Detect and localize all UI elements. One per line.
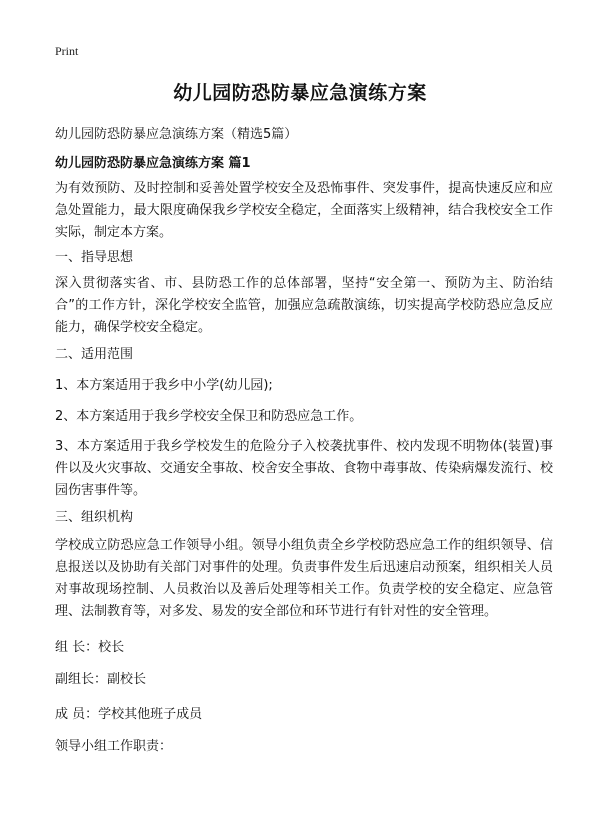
- section-1-title: 一、指导思想: [55, 250, 134, 265]
- duties-heading: 领导小组工作职责：: [55, 739, 173, 754]
- section-2-item-2: 2、本方案适用于我乡学校安全保卫和防恐应急工作。: [55, 409, 363, 424]
- section-3-title: 三、组织机构: [55, 510, 134, 525]
- section-2-title: 二、适用范围: [55, 347, 134, 362]
- part-heading: 幼儿园防恐防暴应急演练方案 篇1: [55, 156, 251, 171]
- group-leader-line: 组 长：校长: [55, 640, 125, 655]
- deputy-leader-line: 副组长：副校长: [55, 672, 147, 687]
- section-1-body: 深入贯彻落实省、市、县防恐工作的总体部署，坚持“安全第一、预防为主、防治结合”的工作方针，深化学校安全监管，加强应急疏散演练，切实提高学校防恐应急反应能力，确保学校安全稳定。: [55, 276, 553, 335]
- section-2-item-3: 3、本方案适用于我乡学校发生的危险分子入校袭扰事件、校内发现不明物体(装置)事件以及火灾事故、交通安全事故、校舍安全事故、食物中毒事故、传染病爆发流行、校园伤害事件等。: [55, 439, 553, 498]
- document-subtitle: 幼儿园防恐防暴应急演练方案（精选5篇）: [55, 127, 298, 142]
- members-line: 成 员：学校其他班子成员: [55, 707, 203, 722]
- section-3-body: 学校成立防恐应急工作领导小组。领导小组负责全乡学校防恐应急工作的组织领导、信息报送以及协助有关部门对事件的处理。负责事件发生后迅速启动预案，组织相关人员对事故现场控制、人员救治以及善后处理等相关工作。负责学校的安全稳定、应急管理、法制教育等，对多发、易发的安全部位和环节进行有针对性的安全管理。: [55, 538, 553, 619]
- document-title: 幼儿园防恐防暴应急演练方案: [173, 82, 427, 104]
- section-2-item-1: 1、本方案适用于我乡中小学(幼儿园);: [55, 378, 273, 393]
- intro-paragraph: 为有效预防、及时控制和妥善处置学校安全及恐怖事件、突发事件，提高快速反应和应急处置能力，最大限度确保我乡学校安全稳定，全面落实上级精神，结合我校安全工作实际，制定本方案。: [55, 181, 553, 240]
- print-label[interactable]: Print: [55, 44, 79, 58]
